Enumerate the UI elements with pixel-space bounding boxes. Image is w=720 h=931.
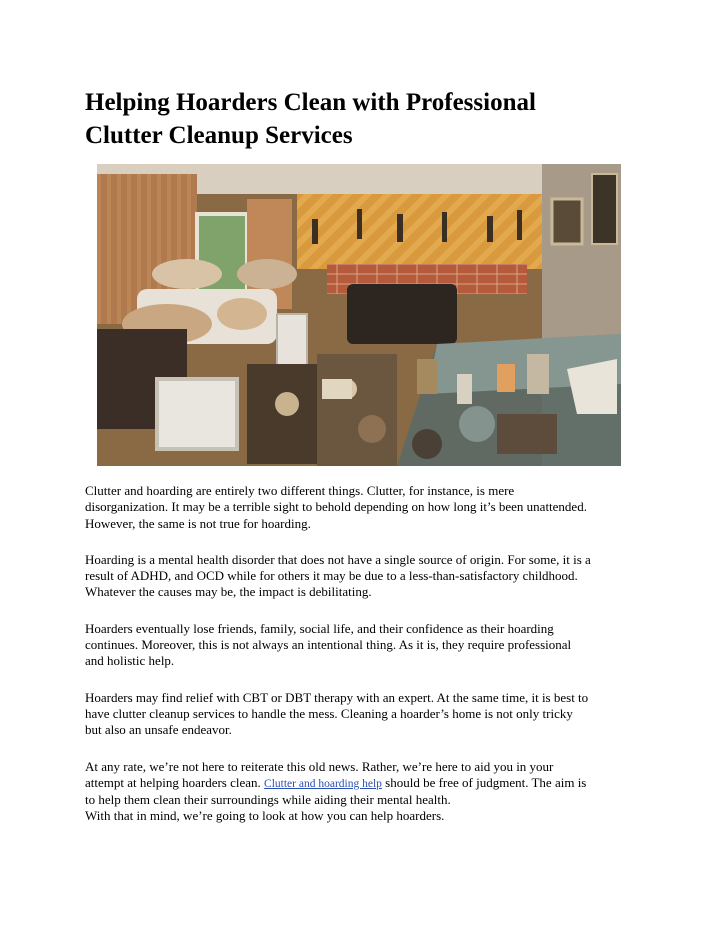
text-line: result of ADHD, and OCD while for others it may be due to a less-than-satisfactory childhood.	[85, 568, 578, 584]
paragraph-5	[85, 759, 645, 825]
text-line: Whatever the causes may be, the impact is debilitating.	[85, 584, 372, 600]
text-line: Hoarders may find relief with CBT or DBT therapy with an expert. At the same time, it is best to	[85, 689, 589, 705]
clutter-hoarding-help-link[interactable]: Clutter and hoarding help	[264, 777, 382, 790]
text-line: to help them clean their surroundings while aiding their mental health.	[85, 792, 451, 808]
text-line: and holistic help.	[85, 653, 175, 669]
text-line-with-link	[85, 775, 645, 792]
text-line: Hoarding is a mental health disorder that does not have a single source of origin. For some, it is a	[85, 551, 591, 567]
text-line: At any rate, we’re not here to reiterate this old news. Rather, we’re here to aid you in your	[85, 758, 554, 774]
paragraph-2	[85, 552, 645, 601]
text-line: have clutter cleanup services to handle the mess. Cleaning a hoarder’s home is not only tricky	[85, 705, 573, 721]
text-line: With that in mind, we’re going to look at how you can help hoarders.	[85, 808, 445, 824]
article-title	[85, 86, 645, 152]
text-line: Clutter and hoarding are entirely two different things. Clutter, for instance, is mere	[85, 483, 515, 498]
text-segment: should be free of judgment. The aim is	[381, 774, 587, 790]
text-line: but also an unsafe endeavor.	[85, 722, 232, 738]
text-line: Hoarders eventually lose friends, family, social life, and their confidence as their hoarding	[85, 620, 554, 636]
text-line: disorganization. It may be a terrible sight to behold depending on how long it’s been unattended.	[85, 499, 587, 515]
text-line: continues. Moreover, this is not always an intentional thing. As it is, they require professional	[85, 637, 572, 653]
paragraph-4	[85, 690, 645, 739]
paragraph-3	[85, 621, 645, 670]
title-line-2: Clutter Cleanup Services	[85, 122, 353, 149]
text-segment: attempt at helping hoarders clean.	[85, 774, 265, 790]
article-body	[85, 483, 645, 825]
hoarded-room-photo	[97, 164, 621, 466]
title-line-1: Helping Hoarders Clean with Professional	[85, 89, 536, 116]
paragraph-1	[85, 483, 645, 532]
text-line: However, the same is not true for hoarding.	[85, 515, 311, 531]
